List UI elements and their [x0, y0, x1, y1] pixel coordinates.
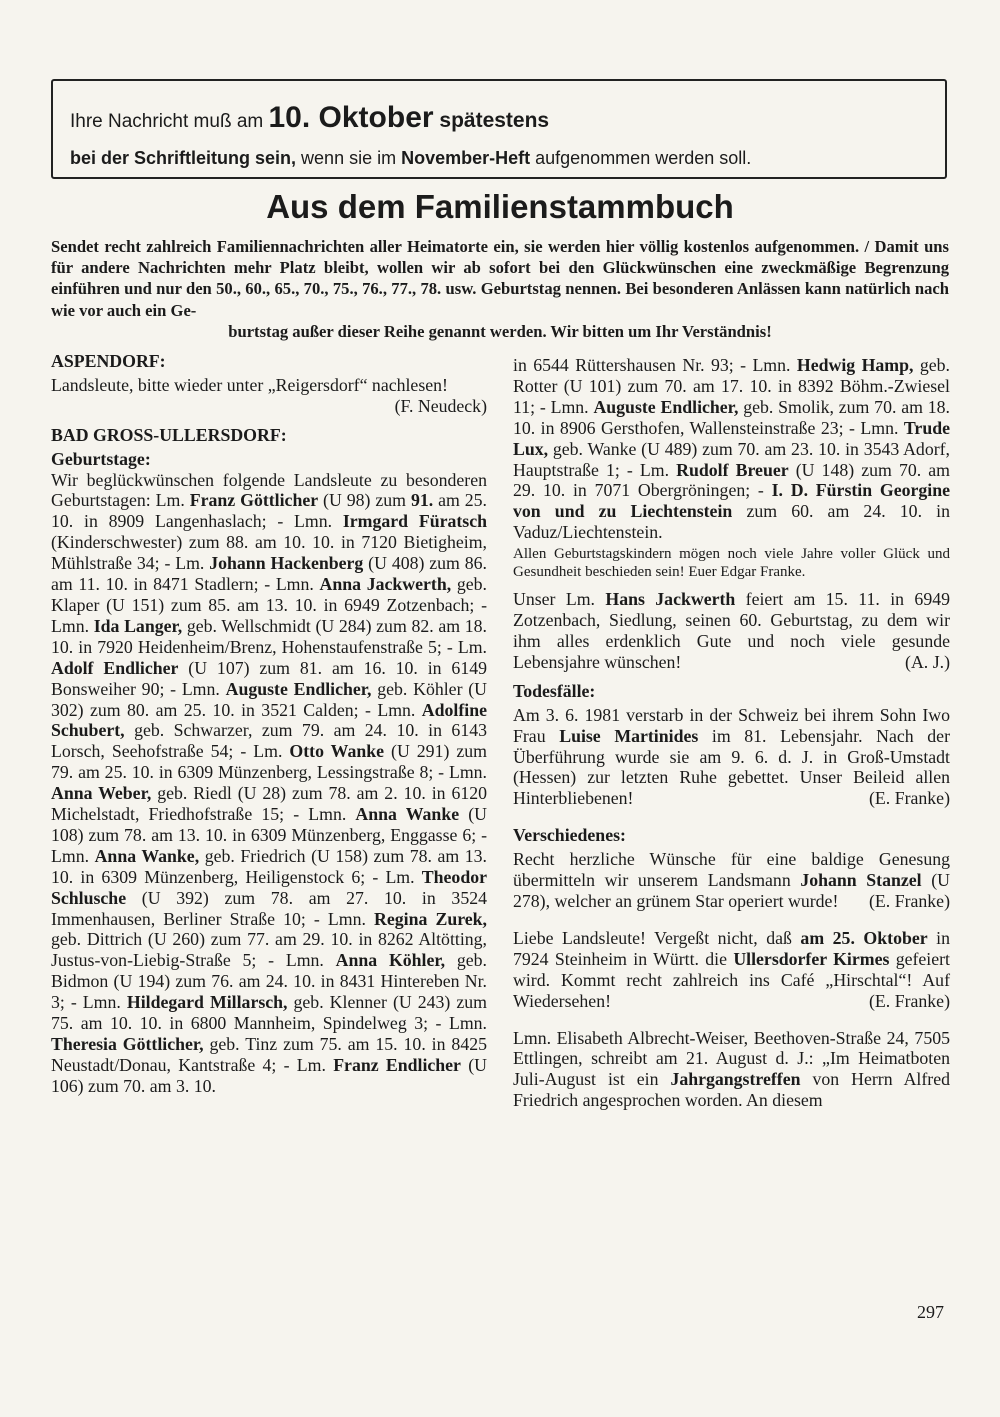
signature: (E. Franke) — [869, 788, 950, 809]
deadline-line-1 — [70, 101, 549, 135]
hans-jackwerth-paragraph: Unser Lm. Hans Jackwerth feiert am 15. 11. in 6949 Zotzenbach, Siedlung, seinen 60. Geburtstag, zu dem wir ihm alles erdenklich Gute und noch viele gesunde Lebensjahre wünschen! — [513, 589, 950, 672]
kirmes-paragraph: Liebe Landsleute! Vergeßt nicht, daß am 25. Oktober in 7924 Steinheim in Württ. die Ullersdorfer Kirmes gefeiert wird. Kommt recht zahlreich ins Café „Hirschtal“! Auf Wiedersehen! — [513, 927, 951, 1011]
deadline-issue: November-Heft — [401, 148, 531, 168]
right-column — [513, 355, 950, 1111]
death-notice-paragraph: Am 3. 6. 1981 verstarb in der Schweiz bei ihrem Sohn Iwo Frau Luise Martinides im 81. Lebensjahr. Nach der Überführung wurde sie am 9. 6. d. J. in Groß-Umstadt (Hessen) zur letzten Ruhe gebettet. Unser Beileid allen Hinterbliebenen! — [513, 704, 950, 809]
letter-paragraph: Lmn. Elisabeth Albrecht-Weiser, Beethoven-Straße 24, 7505 Ettlingen, schreibt am 21. August d. J.: „Im Heimatboten Juli-August ist ein Jahrgangstreffen von Herrn Alfred Friedrich angesprochen worden. An diesem — [513, 1027, 950, 1111]
intro-paragraph — [51, 236, 949, 342]
section-heading-aspendorf: ASPENDORF: — [51, 351, 166, 371]
deadline-date: 10. Oktober — [268, 101, 434, 134]
deadline-text: Ihre Nachricht muß am — [70, 111, 269, 132]
birthday-paragraph: Wir beglückwünschen folgende Landsleute zu besonderen Geburtstagen: Lm. Franz Göttlicher (U 98) zum 91. am 25. 10. in 8909 Langenhaslach; - Lmn. Irmgard Füratsch (Kinderschwester) zum 88. am 10. 10. in 7120 Bietigheim, Mühlstraße 34; - Lm. Johann Hackenberg (U 408) zum 86. am 11. 10. in 8471 Stadlern; - Lmn. Anna Jackwerth, geb. Klaper (U 151) zum 85. am 13. 10. in 6949 Zotzenbach; - Lmn. Ida Langer, geb. Wellschmidt (U 284) zum 82. am 18. 10. in 7920 Heidenheim/Brenz, Hohenstaufenstraße 5; - Lm. Adolf Endlicher (U 107) zum 81. am 16. 10. in 6149 Bonsweiher 90; - Lmn. Auguste Endlicher, geb. Köhler (U 302) zum 80. am 25. 10. in 3521 Calden; - Lmn. Adolfine Schubert, geb. Schwarzer, zum 79. am 24. 10. in 6143 Lorsch, Seehofstraße 54; - Lm. Otto Wanke (U 291) zum 79. am 25. 10. in 6309 Münzenberg, Lessingstraße 8; - Lmn. Anna Weber, geb. Riedl (U 28) zum 78. am 2. 10. in 6120 Michelstadt, Friedhofstraße 15; - Lmn. Anna Wanke (U 108) zum 78. am 13. 10. in 6309 Münzenberg, Enggasse 6; - Lmn. Anna Wanke, geb. Friedrich (U 158) zum 78. am 13. 10. in 6309 Münzenberg, Heiligenstock 6; - Lm. Theodor Schlusche (U 392) zum 78. am 27. 10. in 3524 Immenhausen, Berliner Straße 10; - Lmn. Regina Zurek, geb. Dittrich (U 260) zum 77. am 29. 10. in 8262 Altötting, Justus-von-Liebig-Straße 5; - Lmn. Anna Köhler, geb. Bidmon (U 194) zum 76. am 24. 10. in 8431 Hintereben Nr. 3; - Lmn. Hildegard Millarsch, geb. Klenner (U 243) zum 75. am 10. 10. in 6800 Mannheim, Spindelweg 3; - Lmn. Theresia Göttlicher, geb. Tinz zum 75. am 15. 10. in 8425 Neustadt/Donau, Kantstraße 4; - Lm. Franz Endlicher (U 106) zum 70. am 3. 10. — [51, 469, 488, 1096]
deadline-text-3: aufgenommen werden soll. — [530, 148, 752, 168]
subheading-geburtstage: Geburtstage: — [51, 448, 151, 469]
birthday-paragraph-continued: in 6544 Rüttershausen Nr. 93; - Lmn. Hedwig Hamp, geb. Rotter (U 101) zum 70. am 17. 10. in 8392 Böhm.-Zwiesel 11; - Lmn. Auguste Endlicher, geb. Smolik, zum 70. am 18. 10. in 8906 Gersthofen, Wallensteinstraße 23; - Lmn. Trude Lux, geb. Wanke (U 489) zum 70. am 23. 10. in 3543 Adorf, Hauptstraße 1; - Lm. Rudolf Breuer (U 148) zum 70. am 29. 10. in 7071 Obergröningen; - I. D. Fürstin Georgine von und zu Liechtenstein zum 60. am 24. 10. in Vaduz/Liechtenstein. — [513, 355, 951, 543]
deadline-editor: bei der Schriftleitung sein, — [70, 148, 297, 168]
page-title: Aus dem Familienstammbuch — [266, 188, 734, 225]
deadline-latest: spätestens — [433, 109, 550, 132]
signature: (A. J.) — [905, 651, 950, 672]
intro-last-line: burtstag außer dieser Reihe genannt werden. Wir bitten um Ihr Verständnis! — [228, 321, 772, 341]
subheading-todesfaelle: Todesfälle: — [513, 680, 596, 701]
recovery-wishes-paragraph: Recht herzliche Wünsche für eine baldige Genesung übermitteln wir unserem Landsmann Johann Stanzel (U 278), welcher an grünem Star operiert wurde! — [513, 849, 950, 911]
intro-text: Sendet recht zahlreich Familiennachrichten aller Heimatorte ein, sie werden hier völlig kostenlos aufgenommen. / Damit uns für andere Nachrichten mehr Platz bleibt, wollen wir ab sofort bei den Glückwünschen eine zweckmäßige Begrenzung einführen und nur den 50., 60., 65., 70., 75., 76., 77., 78. usw. Geburtstag nennen. Bei besonderen Anlässen kann natürlich nach wie vor auch ein Ge- — [51, 237, 949, 320]
signature: (E. Franke) — [869, 990, 950, 1011]
aspendorf-signature-row — [51, 396, 487, 417]
signature: (E. Franke) — [869, 890, 950, 911]
aspendorf-paragraph: Landsleute, bitte wieder unter „Reigersdorf“ nachlesen! — [51, 374, 448, 395]
left-column — [51, 351, 487, 1097]
subheading-verschiedenes: Verschiedenes: — [513, 825, 626, 846]
section-heading-bad-gross-ullersdorf: BAD GROSS-ULLERSDORF: — [51, 424, 287, 445]
deadline-notice-box — [51, 79, 947, 179]
deadline-line-2 — [70, 148, 751, 169]
deadline-text-2: wenn sie im — [296, 148, 402, 168]
signature: (F. Neudeck) — [394, 395, 487, 416]
birthday-wishes-note: Allen Geburtstagskindern mögen noch viele Jahre voller Glück und Gesundheit beschieden sein! Euer Edgar Franke. — [513, 546, 950, 580]
page-number: 297 — [917, 1302, 944, 1322]
